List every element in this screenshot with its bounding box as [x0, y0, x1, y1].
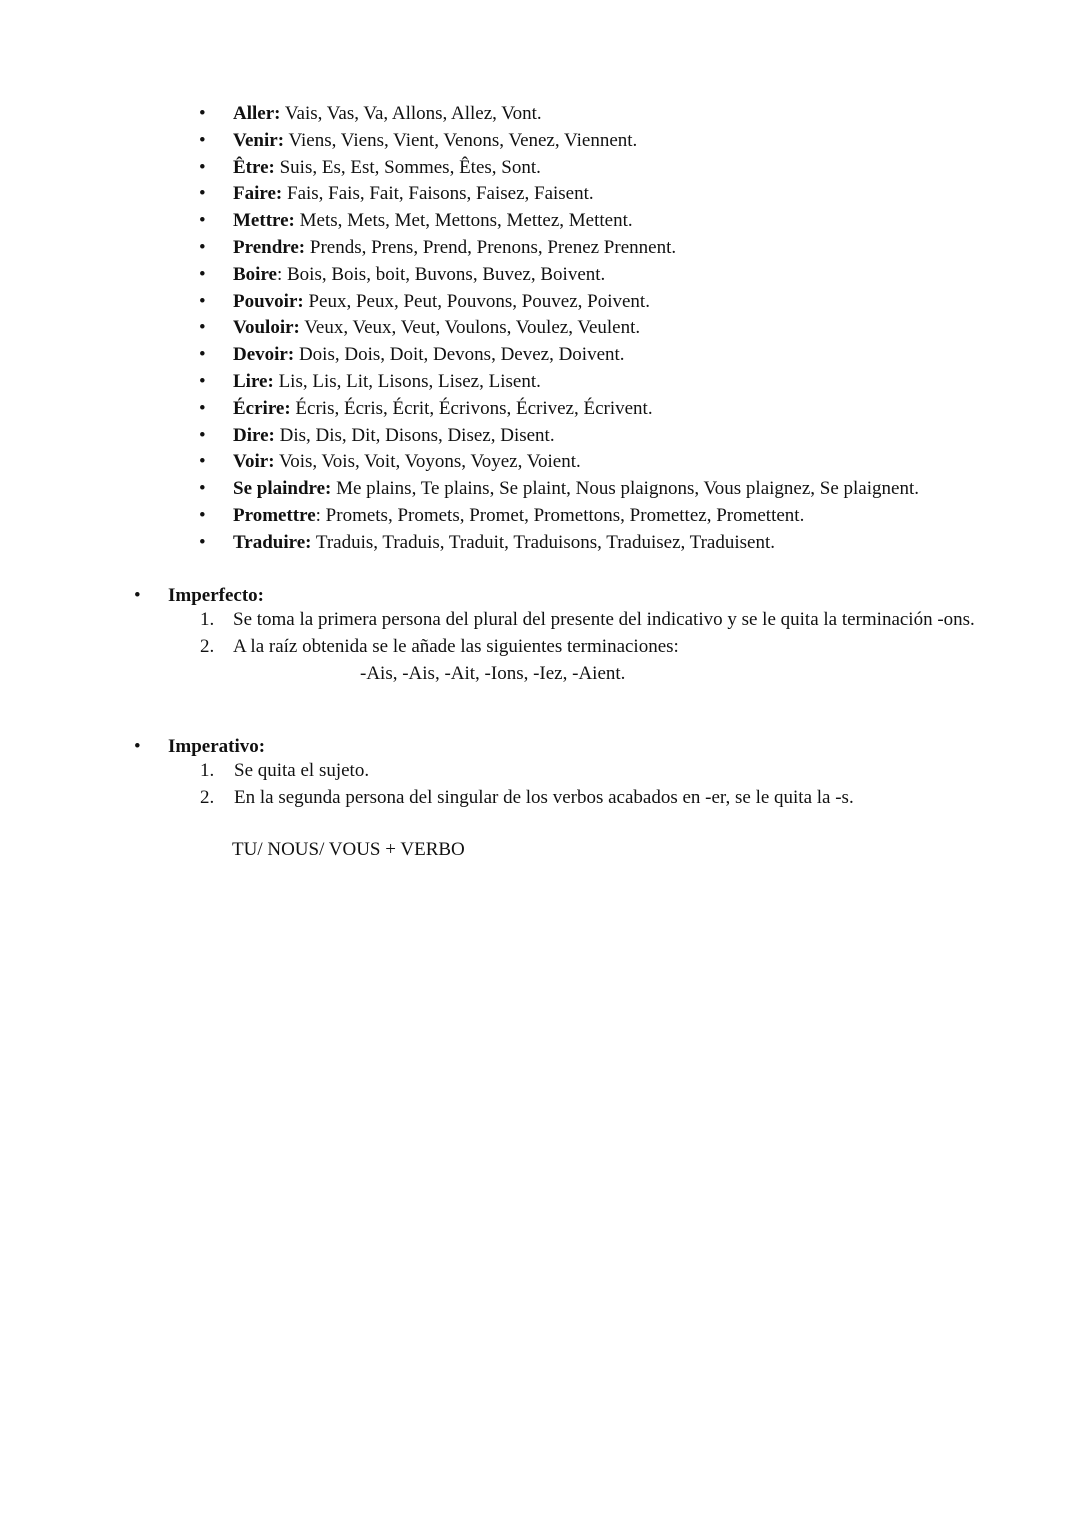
list-item — [0, 235, 919, 262]
list-item — [0, 530, 919, 557]
step-text: Se quita el sujeto. — [234, 760, 370, 781]
bullet-icon: • — [199, 531, 206, 553]
verb-forms: Viens, Viens, Vient, Venons, Venez, Viennent. — [284, 129, 638, 151]
bullet-icon: • — [199, 156, 206, 178]
step-number: 1. — [200, 609, 215, 630]
bullet-icon: • — [199, 370, 206, 392]
list-item — [0, 315, 919, 342]
bullet-icon: • — [199, 236, 206, 258]
list-item — [0, 155, 919, 182]
list-item — [0, 208, 919, 235]
list-item — [0, 503, 919, 530]
verb-forms: Mets, Mets, Met, Mettons, Mettez, Mettent. — [294, 210, 633, 232]
list-item — [0, 607, 983, 634]
imperfecto-heading: Imperfecto: — [168, 585, 265, 606]
bullet-icon: • — [199, 344, 206, 366]
section-heading — [0, 583, 1080, 607]
bullet-icon: • — [199, 210, 206, 232]
bullet-icon: • — [199, 183, 206, 205]
list-item — [0, 181, 919, 208]
verb-name: Lire: — [233, 370, 274, 392]
verb-name: Se plaindre: — [233, 478, 332, 500]
verb-forms: Suis, Es, Est, Sommes, Êtes, Sont. — [274, 156, 541, 178]
step-number: 1. — [200, 760, 215, 781]
bullet-icon: • — [199, 263, 206, 285]
verb-name: Faire: — [233, 183, 283, 205]
verb-name: Mettre: — [233, 210, 295, 232]
verb-name: Dire: — [233, 424, 275, 446]
bullet-icon: • — [199, 451, 206, 473]
bullet-icon: • — [134, 736, 141, 757]
verb-name: Venir: — [233, 129, 285, 151]
verb-conjugation-list — [0, 101, 919, 557]
bullet-icon: • — [134, 585, 141, 606]
list-item — [0, 262, 919, 289]
bullet-icon: • — [199, 397, 206, 419]
list-item — [0, 101, 919, 128]
bullet-icon: • — [199, 317, 206, 339]
verb-forms: Lis, Lis, Lit, Lisons, Lisez, Lisent. — [273, 370, 541, 392]
list-item — [0, 449, 919, 476]
verb-forms: : Promets, Promets, Promet, Promettons, Promettez, Promettent. — [315, 504, 805, 526]
bullet-icon: • — [199, 129, 206, 151]
step-text: En la segunda persona del singular de los verbos acabados en -er, se le quita la -s. — [234, 786, 854, 808]
imperfecto-section — [0, 583, 1080, 687]
step-number: 2. — [200, 786, 215, 808]
verb-name: Promettre — [233, 504, 316, 526]
verb-forms: Traduis, Traduis, Traduit, Traduisons, Traduisez, Traduisent. — [311, 531, 775, 553]
imperativo-section — [0, 734, 1080, 812]
verb-name: Traduire: — [233, 531, 312, 553]
verb-name: Pouvoir: — [233, 290, 304, 312]
imperativo-heading: Imperativo: — [168, 736, 266, 757]
list-item — [0, 342, 919, 369]
bullet-icon: • — [199, 504, 206, 526]
section-heading — [0, 734, 1080, 758]
verb-forms: Veux, Veux, Veut, Voulons, Voulez, Veulent. — [299, 317, 641, 339]
step-text: A la raíz obtenida se le añade las siguientes terminaciones: — [233, 635, 679, 657]
list-item — [0, 758, 984, 785]
verb-name: Écrire: — [233, 397, 291, 419]
bullet-icon: • — [199, 103, 206, 124]
list-item — [0, 423, 919, 450]
bullet-icon: • — [199, 424, 206, 446]
verb-forms: Prends, Prens, Prend, Prenons, Prenez Prennent. — [305, 236, 677, 258]
list-item — [0, 369, 919, 396]
verb-name: Boire — [233, 263, 277, 285]
verb-forms: Fais, Fais, Fait, Faisons, Faisez, Faisent. — [282, 183, 594, 205]
list-item — [0, 289, 919, 316]
verb-name: Prendre: — [233, 236, 306, 258]
verb-forms: Dois, Dois, Doit, Devons, Devez, Doivent. — [294, 344, 625, 366]
verb-forms: Peux, Peux, Peut, Pouvons, Pouvez, Poivent. — [303, 290, 650, 312]
imperativo-steps — [0, 758, 1080, 812]
verb-forms: Me plains, Te plains, Se plaint, Nous plaignons, Vous plaignez, Se plaignent. — [331, 478, 919, 500]
verb-forms: Dis, Dis, Dit, Disons, Disez, Disent. — [274, 424, 555, 446]
imperfecto-endings: -Ais, -Ais, -Ait, -Ions, -Iez, -Aient. — [360, 662, 626, 684]
imperativo-formula: TU/ NOUS/ VOUS + VERBO — [232, 839, 465, 860]
verb-name: Voir: — [233, 451, 275, 473]
verb-name: Être: — [233, 156, 275, 178]
verb-forms: Vais, Vas, Va, Allons, Allez, Vont. — [280, 103, 542, 124]
step-number: 2. — [200, 635, 215, 657]
bullet-icon: • — [199, 290, 206, 312]
list-item — [0, 785, 1014, 812]
verb-name: Aller: — [233, 103, 281, 124]
list-item — [0, 128, 919, 155]
list-item — [0, 476, 919, 503]
list-item — [0, 634, 983, 661]
verb-forms: : Bois, Bois, boit, Buvons, Buvez, Boivent. — [276, 263, 606, 285]
verb-name: Vouloir: — [233, 317, 300, 339]
bullet-icon: • — [199, 478, 206, 500]
verb-forms: Écris, Écris, Écrit, Écrivons, Écrivez, Écrivent. — [290, 397, 653, 419]
verb-forms: Vois, Vois, Voit, Voyons, Voyez, Voient. — [274, 451, 581, 473]
imperfecto-steps — [0, 607, 1080, 661]
verb-name: Devoir: — [233, 344, 295, 366]
list-item — [0, 396, 919, 423]
step-text: Se toma la primera persona del plural del presente del indicativo y se le quita la terminación -ons. — [233, 609, 975, 630]
